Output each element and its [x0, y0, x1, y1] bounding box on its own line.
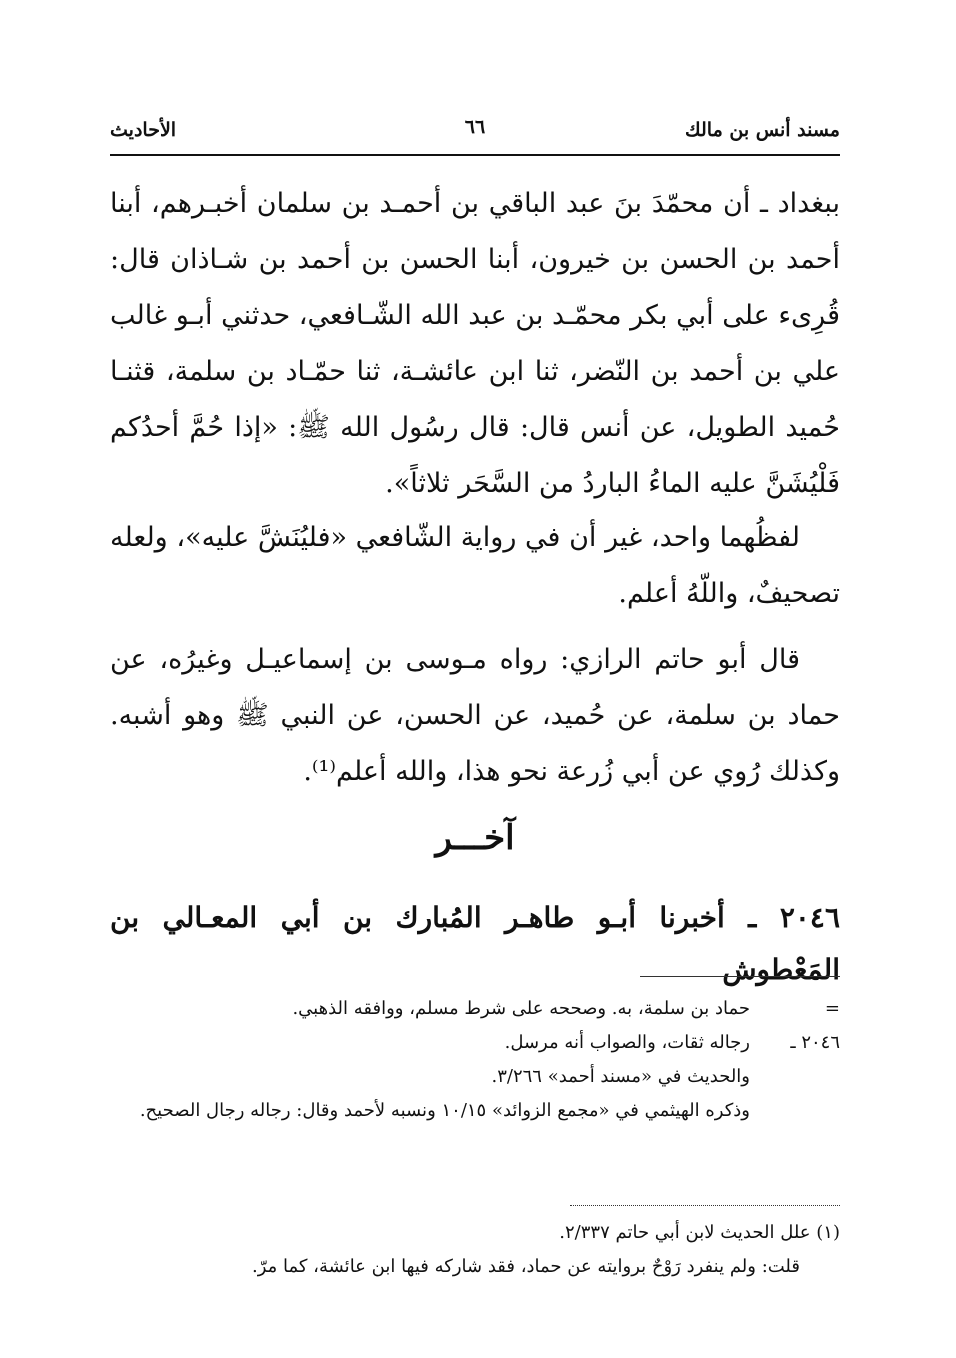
body-paragraph-1: ببغداد ـ أن محمّدَ بنَ عبد الباقي بن أحمـد بن سلمان أخبـرهم، أبنا أحمد بن الحسن بن خيرون، أبنا الحسن بن أحمد بن شـاذان قال: قُرِىء على أبي بكر محمّـد بن عبد الله الشّـافعي، حدثني أبـو غالب علي بن أحمد بن النّضر، ثنا ابن عائشـة، ثنا حمّـاد بن سلمة، قثنـا حُميد الطويل، عن أنس قال: قال رسُول الله ﷺ: «إذا حُمَّ أحدُكم فَلْيُشَنَّ عليه الماءُ الباردُ من السَّحَر ثلاثاً».	[110, 188, 840, 499]
numbered-footnote-divider	[570, 1205, 840, 1206]
footnote-divider	[640, 976, 840, 977]
body-paragraph-3: قال أبو حاتم الرازي: رواه مـوسى بن إسماعيـل وغيرُه، عن حماد بن سلمة، عن حُميد، عن الحسن، عن النبي ﷺ وهو أشبه. وكذلك رُوي عن أبي زُرعة نحو هذا، والله أعلم⁽¹⁾.	[110, 644, 840, 787]
hadith-number-marker: ٢٠٤٦ ـ	[790, 1032, 840, 1053]
footnotes-numbered	[110, 1216, 840, 1284]
footnote-continuation	[110, 992, 840, 1026]
footnotes-main	[110, 992, 840, 1128]
continuation-marker: =	[824, 998, 840, 1019]
body-paragraph-2: لفظُهما واحد، غير أن في رواية الشّافعي «فليُنَشَّ عليه»، ولعله تصحيفٌ، واللّهُ أعلم.	[110, 522, 840, 609]
footnote-1	[110, 1216, 840, 1250]
section-heading: آخـــر	[435, 818, 515, 858]
page-header	[110, 112, 840, 156]
hadith-2046-opening: ٢٠٤٦ ـ أخبرنا أبـو طاهـر المُبارك بن أبي المعـالي بن المَعْطوش	[110, 901, 840, 986]
section-name: الأحاديث	[110, 119, 177, 141]
footnote-line-2: والحديث في «مسند أحمد» ٣/٢٦٦.	[491, 1066, 750, 1087]
continuation-text: حماد بن سلمة، به. وصححه على شرط مسلم، ووافقه الذهبي.	[292, 998, 750, 1019]
footnote-hadith-2046	[110, 1026, 840, 1060]
footnote-1-comment: قلت: ولم ينفرد رَوْحٌ بروايته عن حماد، فقد شاركه فيها ابن عائشة، كما مرّ.	[251, 1256, 800, 1277]
footnote-line-1: رجاله ثقات، والصواب أنه مرسل.	[504, 1032, 750, 1053]
book-title: مسند أنس بن مالك	[685, 119, 840, 141]
page-number: ٦٦	[464, 116, 486, 138]
footnote-line-3: وذكره الهيثمي في «مجمع الزوائد» ١٠/١٥ ونسبه لأحمد وقال: رجاله رجال الصحيح.	[139, 1100, 750, 1121]
footnote-1-text: علل الحديث لابن أبي حاتم ٢/٣٣٧.	[559, 1222, 811, 1243]
footnote-1-marker: (١)	[816, 1222, 840, 1243]
